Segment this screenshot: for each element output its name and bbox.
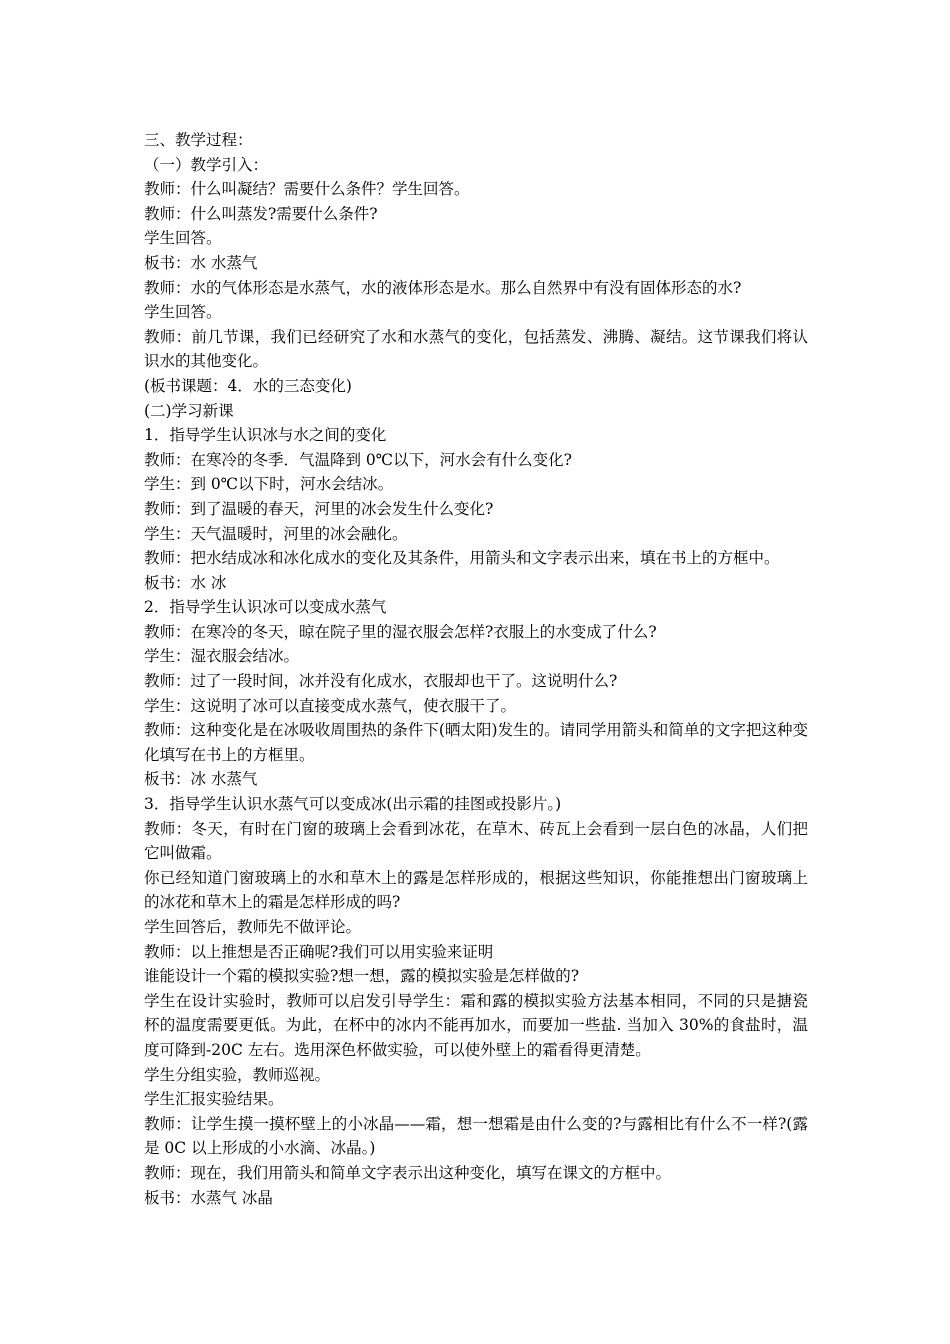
paragraph: 教师：以上推想是否正确呢?我们可以用实验来证明 (144, 942, 494, 961)
paragraph: 教师：这种变化是在冰吸收周围热的条件下(晒太阳)发生的。请同学用箭头和简单的文字把这种变化填写在书上的方框里。 (144, 721, 808, 764)
section-heading: 三、教学过程： (144, 131, 253, 149)
paragraph: 你已经知道门窗玻璃上的水和草木上的露是怎样形成的，根据这些知识，你能推想出门窗玻璃上的冰花和草木上的霜是怎样形成的吗? (144, 868, 808, 912)
numbered-heading: 1．指导学生认识冰与水之间的变化 (144, 426, 387, 445)
paragraph: 板书：冰 水蒸气 (144, 770, 258, 789)
paragraph: 板书：水 水蒸气 (144, 253, 258, 272)
paragraph: 学生分组实验，教师巡视。 (144, 1065, 331, 1084)
paragraph: 教师：过了一段时间，冰并没有化成水，衣服却也干了。这说明什么? (144, 672, 618, 691)
numbered-heading: 3．指导学生认识水蒸气可以变成冰(出示霜的挂图或投影片。) (144, 795, 562, 814)
paragraph: 学生：这说明了冰可以直接变成水蒸气，使衣服干了。 (144, 696, 517, 715)
paragraph: 板书：水 冰 (144, 573, 227, 592)
paragraph: 教师：什么叫蒸发?需要什么条件? (144, 204, 378, 223)
paragraph: 教师：把水结成冰和冰化成水的变化及其条件，用箭头和文字表示出来，填在书上的方框中。 (144, 549, 780, 568)
paragraph: 教师：现在，我们用箭头和简单文字表示出这种变化，填写在课文的方框中。 (144, 1163, 672, 1182)
paragraph: 教师：水的气体形态是水蒸气，水的液体形态是水。那么自然界中有没有固体形态的水? (144, 278, 742, 297)
paragraph: 学生回答后，教师先不做评论。 (144, 918, 362, 936)
subsection-heading: （一）教学引入： (144, 155, 269, 174)
paragraph: 学生在设计实验时，教师可以启发引导学生：霜和露的模拟实验方法基本相同，不同的只是搪瓷杯的温度需要更低。为此，在杯中的冰内不能再加水，而要加一些盐. 当加入 30%的食盐时，温度可降到-20C 左右。选用深色杯做实验，可以使外壁上的霜看得更清楚。 (144, 991, 808, 1059)
paragraph: 教师：在寒冷的冬季．气温降到 0℃以下，河水会有什么变化? (144, 450, 572, 469)
paragraph: 谁能设计一个霜的模拟实验?想一想，露的模拟实验是怎样做的? (144, 967, 580, 986)
paragraph: 教师：在寒冷的冬天，晾在院子里的湿衣服会怎样?衣服上的水变成了什么? (144, 622, 657, 641)
document-body (144, 128, 808, 1210)
paragraph: 教师：冬天，有时在门窗的玻璃上会看到冰花，在草木、砖瓦上会看到一层白色的冰晶，人们把它叫做霜。 (144, 819, 808, 863)
paragraph: (板书课题：4．水的三态变化) (144, 376, 352, 395)
paragraph: 教师：前几节课，我们已经研究了水和水蒸气的变化，包括蒸发、沸腾、凝结。这节课我们将认识水的其他变化。 (144, 327, 808, 371)
paragraph: 板书：水蒸气 冰晶 (144, 1188, 273, 1207)
paragraph: 教师：让学生摸一摸杯壁上的小冰晶——霜，想一想霜是由什么变的?与露相比有什么不一样?(露是 0C 以上形成的小水滴、冰晶。) (144, 1114, 808, 1158)
numbered-heading: 2．指导学生认识冰可以变成水蒸气 (144, 598, 387, 617)
paragraph: 学生：到 0℃以下时，河水会结冰。 (144, 475, 394, 494)
paragraph: 学生回答。 (144, 229, 222, 248)
subsection-heading: (二)学习新课 (144, 401, 234, 420)
paragraph: 学生汇报实验结果。 (144, 1090, 284, 1109)
paragraph: 学生：天气温暖时，河里的冰会融化。 (144, 524, 408, 543)
paragraph: 学生：湿衣服会结冰。 (144, 647, 300, 666)
paragraph: 教师：到了温暖的春天，河里的冰会发生什么变化? (144, 499, 494, 518)
paragraph: 学生回答。 (144, 303, 222, 322)
paragraph: 教师：什么叫凝结？需要什么条件？学生回答。 (144, 180, 470, 199)
